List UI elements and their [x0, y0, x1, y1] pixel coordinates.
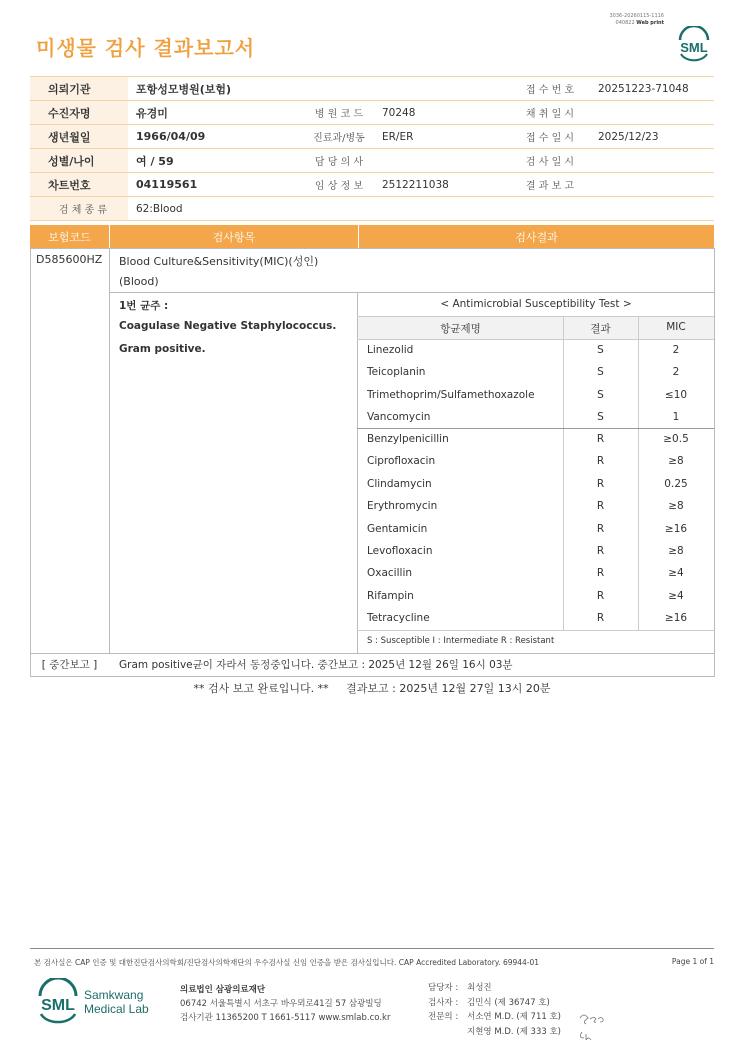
- interim-label: [ 중간보고 ]: [41, 659, 98, 671]
- header-test-item: 검사항목: [110, 225, 359, 248]
- info-value: [590, 101, 714, 125]
- staff-name: 서소연 M.D. (제 711 호): [467, 1012, 562, 1022]
- info-value: [374, 77, 502, 101]
- info-value: 2512211038: [374, 173, 502, 197]
- ast-mic: ≥8: [668, 500, 684, 513]
- ast-mic: 2: [672, 344, 680, 356]
- ast-mic: ≥0.5: [663, 433, 689, 445]
- info-label: 의뢰기관: [30, 77, 128, 101]
- ast-header-result: 결과: [590, 323, 611, 335]
- sml-logo-top-text: SML: [680, 40, 708, 55]
- organism-name: Coagulase Negative Staphylococcus.: [119, 320, 337, 332]
- org-name: 의료법인 삼광의료재단: [180, 985, 266, 995]
- patient-info-row: [30, 173, 714, 197]
- ast-mic: ≥16: [664, 522, 688, 535]
- info-label: 검 사 일 시: [502, 149, 590, 173]
- specimen-row: [30, 197, 714, 221]
- ast-drug: Oxacillin: [367, 567, 413, 580]
- info-value: [590, 173, 714, 197]
- ast-mic: ≥4: [668, 567, 684, 580]
- info-value: [590, 149, 714, 173]
- info-value: 여 / 59: [128, 149, 296, 173]
- staff-role: 검사자 :: [428, 997, 459, 1008]
- info-label: 결 과 보 고: [502, 173, 590, 197]
- staff-role: 전문의 :: [428, 1012, 459, 1022]
- specimen-value: 62:Blood: [128, 197, 714, 221]
- ast-drug: Levofloxacin: [367, 545, 433, 557]
- ast-drug: Rifampin: [367, 589, 414, 602]
- ast-result: S: [597, 366, 604, 379]
- info-label: 성별/나이: [30, 149, 128, 173]
- print-code-line1: 3036-20260115-1116: [609, 13, 664, 19]
- interim-report: Gram positive균이 자라서 동정중입니다. 중간보고 : 2025년 12월 26일 16시 03분: [119, 659, 513, 671]
- ast-result: R: [596, 433, 605, 445]
- print-code-line2: 040822: [615, 20, 635, 26]
- patient-info-row: [30, 77, 714, 101]
- patient-info-row: [30, 125, 714, 149]
- ast-drug: Ciprofloxacin: [367, 455, 436, 468]
- info-value: 포항성모병원(보험): [128, 77, 296, 101]
- ast-result: S: [597, 344, 604, 356]
- info-value: 20251223-71048: [590, 77, 714, 101]
- ast-result: R: [596, 567, 605, 580]
- logo-line2: Medical Lab: [84, 1002, 149, 1016]
- staff-name: 지현영 M.D. (제 333 호): [467, 1026, 562, 1037]
- ast-drug: Clindamycin: [367, 477, 432, 490]
- ast-result: R: [596, 545, 605, 557]
- header-test-result: 검사결과: [515, 230, 558, 244]
- ast-mic: ≥8: [668, 545, 684, 557]
- info-label: 수진자명: [30, 101, 128, 125]
- print-label: Web print: [636, 20, 664, 26]
- info-value: 04119561: [128, 173, 296, 197]
- ast-drug: Trimethoprim/Sulfamethoxazole: [367, 388, 535, 401]
- ast-result: R: [596, 477, 605, 490]
- ast-mic: ≤10: [664, 388, 688, 401]
- logo-line1: Samkwang: [84, 988, 144, 1002]
- ast-mic: 1: [672, 411, 680, 424]
- gram-stain: Gram positive.: [119, 343, 206, 355]
- info-label: 생년월일: [30, 125, 128, 149]
- sml-logo-top: [676, 26, 712, 62]
- sml-logo-bottom: [36, 978, 166, 1028]
- test-specimen: (Blood): [119, 275, 159, 288]
- ast-result: S: [597, 411, 604, 424]
- ast-mic: ≥4: [668, 589, 684, 602]
- patient-info-row: [30, 101, 714, 125]
- report-title: 미생물 검사 결과보고서: [36, 36, 256, 60]
- results-section: [30, 225, 714, 248]
- ast-drug: Gentamicin: [367, 522, 428, 535]
- insurance-code: D585600HZ: [36, 253, 103, 266]
- info-value: 2025/12/23: [590, 125, 714, 149]
- footer-divider: [30, 948, 714, 949]
- ast-drug: Erythromycin: [367, 500, 438, 513]
- info-label: [296, 77, 374, 101]
- ast-drug: Linezolid: [367, 344, 414, 356]
- ast-drug: Vancomycin: [367, 411, 431, 424]
- ast-result: S: [597, 388, 604, 401]
- org-address: 06742 서울특별시 서초구 바우뫼로41길 57 삼광빌딩: [180, 999, 382, 1009]
- staff-role: 담당자 :: [428, 983, 459, 993]
- ast-mic: 2: [672, 366, 680, 379]
- info-value: [374, 149, 502, 173]
- ast-title: < Antimicrobial Susceptibility Test >: [440, 298, 632, 310]
- org-contact: 검사기관 11365200 T 1661-5117 www.smlab.co.kr: [180, 1013, 391, 1023]
- ast-result: R: [596, 522, 605, 535]
- info-value: 1966/04/09: [128, 125, 296, 149]
- info-value: 유경미: [128, 101, 296, 125]
- info-label: 접 수 번 호: [502, 77, 590, 101]
- info-label: 담 당 의 사: [296, 149, 374, 173]
- info-value: 70248: [374, 101, 502, 125]
- header-insurance-code: 보험코드: [30, 225, 110, 248]
- ast-result: R: [596, 455, 605, 468]
- ast-drug: Teicoplanin: [367, 366, 426, 379]
- info-label: 병 원 코 드: [296, 101, 374, 125]
- accreditation-note: 본 검사실은 CAP 인증 및 대한진단검사의학회/진단검사의학재단의 우수검사실 신임 인증을 받은 검사실입니다. CAP Accredited Laboratory. 69944-01: [34, 958, 540, 967]
- info-label: 임 상 정 보: [296, 173, 374, 197]
- info-label: 접 수 일 시: [502, 125, 590, 149]
- ast-result: R: [596, 589, 605, 602]
- test-name: Blood Culture&Sensitivity(MIC)(성인): [119, 255, 319, 268]
- patient-info-row: [30, 149, 714, 173]
- ast-mic: ≥16: [664, 612, 688, 625]
- staff-name: 최성진: [467, 983, 492, 993]
- ast-drug: Benzylpenicillin: [367, 433, 449, 445]
- page-number: Page 1 of 1: [671, 957, 714, 966]
- ast-mic: ≥8: [668, 455, 684, 468]
- ast-mic: 0.25: [664, 477, 688, 490]
- ast-drug: Tetracycline: [367, 612, 430, 625]
- organism-label: 1번 균주 :: [119, 300, 169, 312]
- info-label: 진료과/병동: [296, 125, 374, 149]
- ast-header-mic: MIC: [666, 321, 686, 333]
- signature: [574, 1010, 614, 1046]
- specimen-label: 검 체 종 류: [30, 197, 128, 221]
- info-label: 채 취 일 시: [502, 101, 590, 125]
- info-label: 차트번호: [30, 173, 128, 197]
- ast-legend: S : Susceptible I : Intermediate R : Resistant: [367, 636, 555, 646]
- info-value: ER/ER: [374, 125, 502, 149]
- staff-name: 김민식 (제 36747 호): [467, 997, 550, 1008]
- sml-logo-bottom-text: SML: [41, 997, 75, 1014]
- final-report: ** 검사 보고 완료입니다. ** 결과보고 : 2025년 12월 27일 13시 20분: [193, 682, 551, 695]
- ast-result: R: [596, 500, 605, 513]
- ast-header-drug: 항균제명: [440, 323, 481, 335]
- patient-info-table: [30, 76, 714, 221]
- results-header: [30, 225, 714, 248]
- print-code: [609, 13, 664, 27]
- ast-result: R: [596, 612, 605, 625]
